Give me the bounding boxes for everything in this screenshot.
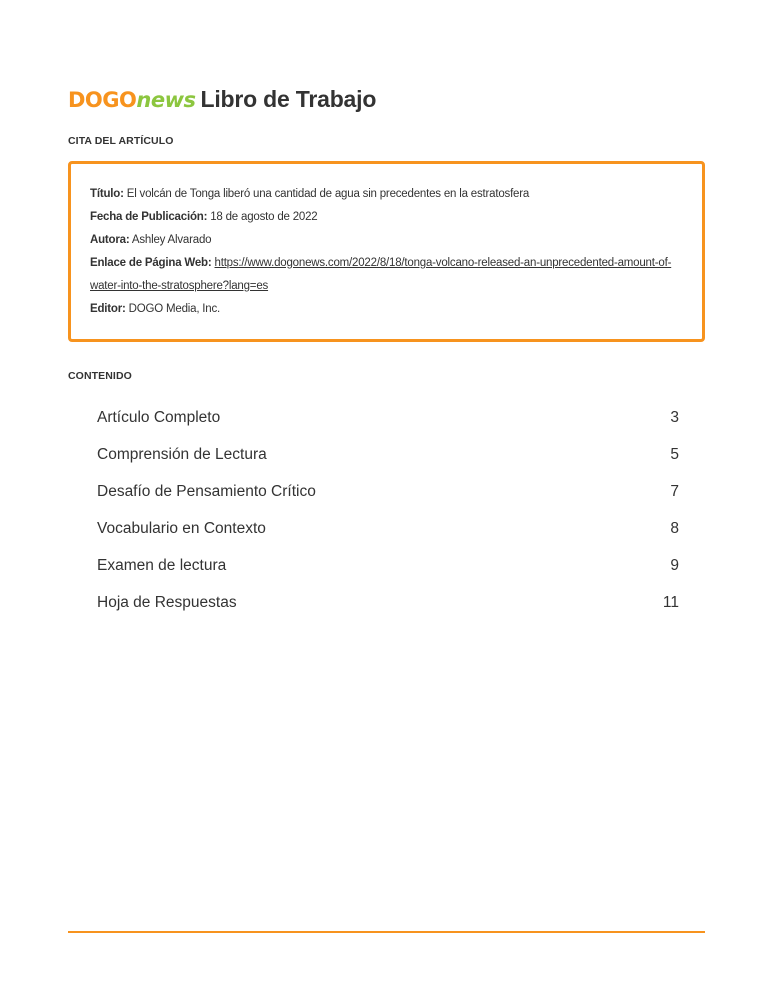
toc-item-label: Artículo Completo: [97, 408, 221, 426]
toc-item-label: Vocabulario en Contexto: [97, 519, 266, 537]
toc-item-label: Examen de lectura: [97, 556, 227, 574]
citation-box: [68, 161, 705, 342]
citation-date-label: Fecha de Publicación:: [90, 211, 208, 223]
toc-item-label: Hoja de Respuestas: [97, 593, 237, 611]
toc-item-label: Comprensión de Lectura: [97, 445, 267, 463]
citation-date-value: 18 de agosto de 2022: [210, 211, 318, 223]
toc-item-label: Desafío de Pensamiento Crítico: [97, 482, 316, 500]
citation-url-link[interactable]: https://www.dogonews.com/2022/8/18/tonga-volcano-released-an-unprecedented-amount-of-: [214, 257, 672, 269]
citation-url-line: [90, 257, 671, 269]
toc-item-articulo-completo[interactable]: [97, 399, 679, 436]
citation-title-value: El volcán de Tonga liberó una cantidad de agua sin precedentes en la estratosfera: [126, 188, 530, 200]
citation-editor-value: DOGO Media, Inc.: [128, 303, 221, 315]
citation-title-line: [90, 188, 529, 200]
toc-item-vocabulario-en-contexto[interactable]: [97, 510, 679, 547]
logo-news-text: news: [136, 88, 196, 112]
citation-url-label: Enlace de Página Web:: [90, 257, 212, 269]
table-of-contents: [97, 399, 679, 621]
citation-author-line: [90, 234, 211, 246]
toc-item-desafio-pensamiento-critico[interactable]: [97, 473, 679, 510]
dogonews-logo: [68, 88, 195, 112]
toc-item-page: 11: [662, 593, 679, 611]
page-header: [68, 86, 376, 113]
logo-dogo-text: DOGO: [68, 88, 137, 112]
citation-editor-label: Editor:: [90, 303, 126, 315]
contents-section-label: CONTENIDO: [68, 370, 132, 382]
toc-item-page: 5: [670, 445, 679, 463]
toc-item-page: 7: [670, 482, 679, 500]
toc-item-comprension-de-lectura[interactable]: [97, 436, 679, 473]
toc-item-hoja-de-respuestas[interactable]: [97, 584, 679, 621]
citation-date-line: [90, 211, 318, 223]
citation-section-label: CITA DEL ARTÍCULO: [68, 135, 174, 147]
footer-divider: [68, 931, 705, 933]
citation-url-line-continued: [90, 280, 268, 292]
citation-editor-line: [90, 303, 220, 315]
page-title: Libro de Trabajo: [200, 86, 377, 112]
citation-author-value: Ashley Alvarado: [131, 234, 212, 246]
toc-item-examen-de-lectura[interactable]: [97, 547, 679, 584]
citation-author-label: Autora:: [90, 234, 130, 246]
citation-title-label: Título:: [90, 188, 124, 200]
toc-item-page: 9: [670, 556, 679, 574]
citation-url-link-continued[interactable]: water-into-the-stratosphere?lang=es: [90, 280, 269, 292]
toc-item-page: 8: [670, 519, 679, 537]
toc-item-page: 3: [670, 408, 679, 426]
